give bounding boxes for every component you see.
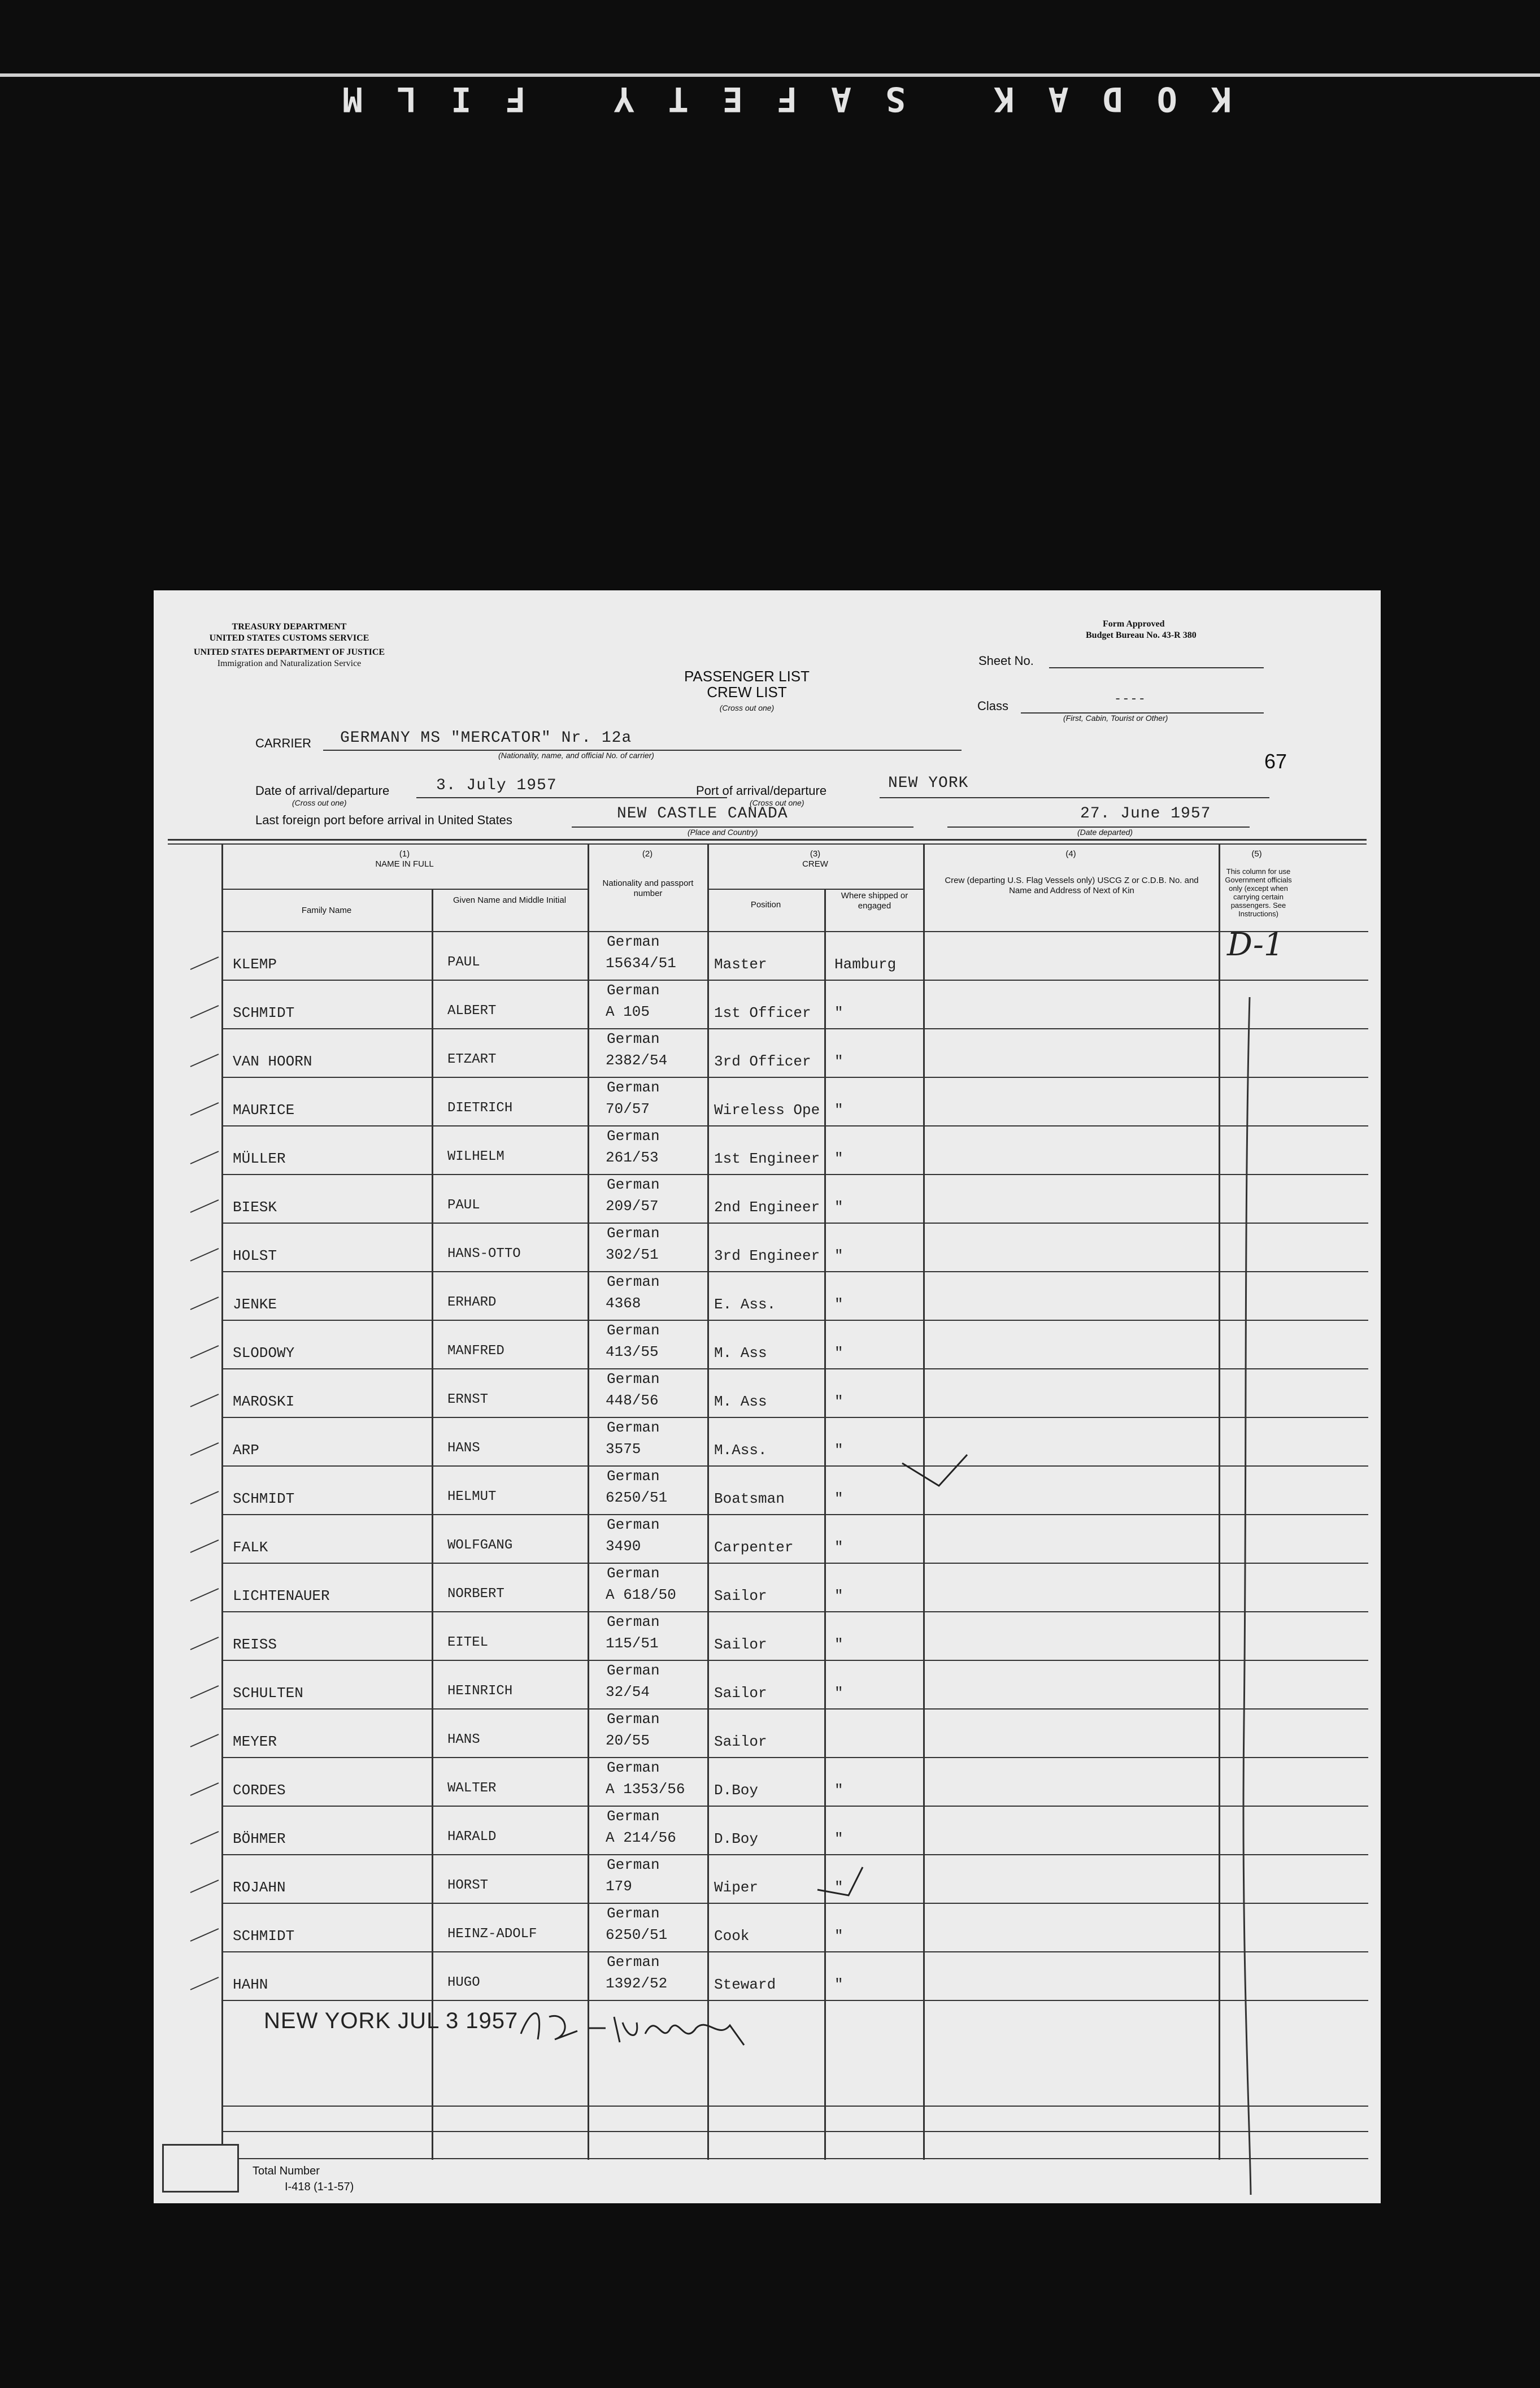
family-name-cell: MEYER	[233, 1733, 277, 1750]
total-number-box	[162, 2144, 239, 2193]
given-name-cell: EITEL	[447, 1635, 489, 1650]
nationality-cell: German	[607, 1030, 660, 1047]
col3-title: CREW	[802, 859, 828, 869]
given-name-cell: HARALD	[447, 1829, 497, 1845]
row-divider	[221, 1320, 1368, 1321]
class-value: ----	[1114, 692, 1146, 706]
shipped-cell: "	[834, 1685, 843, 1702]
nationality-cell: German	[607, 1468, 660, 1485]
check-tick	[188, 1341, 221, 1364]
official-mark: D-1	[1227, 927, 1284, 963]
position-cell: M. Ass	[714, 1393, 767, 1410]
col3-header	[707, 849, 923, 869]
shipped-cell: "	[834, 1345, 843, 1362]
nationality-cell: German	[607, 1808, 660, 1825]
family-name-cell: ROJAHN	[233, 1879, 286, 1896]
col3a-header: Position	[750, 900, 781, 910]
arrival-stamp: NEW YORK JUL 3 1957	[264, 2008, 519, 2033]
film-edge-text: KODAK SAFETY FILM	[308, 79, 1232, 119]
passport-number-cell: 1392/52	[606, 1975, 668, 1992]
nationality-cell: German	[607, 1273, 660, 1290]
row-divider	[221, 1611, 1368, 1612]
row-divider	[221, 1271, 1368, 1272]
agency-justice: UNITED STATES DEPARTMENT OF JUSTICE	[193, 647, 385, 657]
shipped-cell: "	[834, 1102, 843, 1119]
nationality-cell: German	[607, 1711, 660, 1728]
family-name-cell: ARP	[233, 1442, 259, 1459]
family-name-cell: BÖHMER	[233, 1830, 286, 1847]
given-name-cell: HELMUT	[447, 1489, 497, 1504]
check-tick	[188, 1293, 221, 1315]
given-name-cell: WALTER	[447, 1781, 497, 1796]
col4-title: Crew (departing U.S. Flag Vessels only) USCG Z or C.D.B. No. and Name and Address of Next of Kin	[945, 876, 1199, 895]
family-name-cell: JENKE	[233, 1296, 277, 1313]
passport-number-cell: 448/56	[606, 1392, 659, 1409]
col1a-header: Family Name	[301, 906, 352, 915]
nationality-cell: German	[607, 1565, 660, 1582]
table-col-line-shipped	[824, 889, 826, 2160]
col1-header	[221, 849, 588, 869]
form-approved	[1086, 619, 1289, 641]
position-cell: D.Boy	[714, 1830, 759, 1847]
family-name-cell: SCHULTEN	[233, 1685, 303, 1702]
agency-justice-header	[165, 647, 414, 669]
row-divider	[221, 1903, 1368, 1904]
position-cell: E. Ass.	[714, 1296, 776, 1313]
shipped-cell: "	[834, 1636, 843, 1653]
departed-hint: (Date departed)	[1077, 828, 1133, 837]
shipped-cell: "	[834, 1976, 843, 1993]
agency-ins: Immigration and Naturalization Service	[217, 659, 362, 668]
port-value: NEW YORK	[888, 775, 969, 792]
row-divider	[221, 1951, 1368, 1952]
col3-number: (3)	[810, 849, 821, 859]
form-number: I-418 (1-1-57)	[285, 2181, 354, 2193]
position-cell: Sailor	[714, 1733, 767, 1750]
passport-number-cell: 6250/51	[606, 1489, 668, 1506]
family-name-cell: KLEMP	[233, 956, 277, 973]
nationality-cell: German	[607, 1613, 660, 1630]
passport-number-cell: A 1353/56	[606, 1781, 685, 1798]
table-top-rule	[168, 839, 1367, 841]
agency-customs: UNITED STATES CUSTOMS SERVICE	[209, 633, 369, 643]
given-name-cell: PAUL	[447, 1198, 480, 1213]
position-cell: Sailor	[714, 1587, 767, 1604]
shipped-cell: "	[834, 1247, 843, 1264]
check-tick	[188, 1730, 221, 1752]
row-divider	[221, 1077, 1368, 1078]
position-cell: Sailor	[714, 1636, 767, 1653]
name-subhead-line	[221, 889, 588, 890]
date-label: Date of arrival/departure	[255, 784, 390, 798]
family-name-cell: SCHMIDT	[233, 1004, 295, 1021]
nationality-cell: German	[607, 1662, 660, 1679]
table-bottom-line	[221, 2158, 1368, 2159]
check-tick	[188, 1778, 221, 1801]
check-tick	[188, 1195, 221, 1218]
row-divider	[221, 1417, 1368, 1418]
position-cell: 1st Engineer	[714, 1150, 820, 1167]
nationality-cell: German	[607, 1759, 660, 1776]
family-name-cell: REISS	[233, 1636, 277, 1653]
shipped-cell: "	[834, 1199, 843, 1216]
given-name-cell: HORST	[447, 1878, 489, 1893]
row-divider	[221, 1368, 1368, 1369]
passport-number-cell: A 618/50	[606, 1586, 676, 1603]
given-name-cell: HEINZ-ADOLF	[447, 1926, 537, 1942]
col1b-header: Given Name and Middle Initial	[453, 895, 567, 905]
port-line	[880, 797, 1269, 798]
last-port-label: Last foreign port before arrival in United States	[255, 813, 512, 827]
nationality-cell: German	[607, 1516, 660, 1533]
nationality-cell: German	[607, 1371, 660, 1387]
check-tick	[188, 1001, 221, 1024]
passport-number-cell: 70/57	[606, 1101, 650, 1117]
check-tick	[188, 1973, 221, 1995]
passport-number-cell: A 214/56	[606, 1829, 676, 1846]
date-hint: (Cross out one)	[292, 798, 347, 807]
row-divider	[221, 1223, 1368, 1224]
title-cross-out: (Cross out one)	[719, 703, 775, 712]
shipped-cell: "	[834, 1490, 843, 1507]
class-hint: (First, Cabin, Tourist or Other)	[1063, 714, 1168, 723]
position-cell: D.Boy	[714, 1782, 759, 1799]
nationality-cell: German	[607, 1225, 660, 1242]
crew-subhead-line	[707, 889, 923, 890]
col2-number: (2)	[642, 849, 653, 859]
given-name-cell: PAUL	[447, 955, 480, 970]
col1-title: NAME IN FULL	[375, 859, 434, 869]
nationality-cell: German	[607, 1079, 660, 1096]
check-tick	[188, 1584, 221, 1607]
nationality-cell: German	[607, 1322, 660, 1339]
row-divider	[221, 1757, 1368, 1758]
position-cell: Master	[714, 956, 767, 973]
passport-number-cell: 209/57	[606, 1198, 659, 1215]
row-divider	[221, 980, 1368, 981]
check-tick	[188, 1876, 221, 1898]
passport-number-cell: 302/51	[606, 1246, 659, 1263]
given-name-cell: ALBERT	[447, 1003, 497, 1019]
port-label: Port of arrival/departure	[696, 784, 827, 798]
passport-number-cell: 413/55	[606, 1343, 659, 1360]
check-tick	[188, 1050, 221, 1072]
position-cell: Carpenter	[714, 1539, 794, 1556]
given-name-cell: WOLFGANG	[447, 1538, 513, 1553]
check-tick	[188, 1487, 221, 1510]
last-port-value: NEW CASTLE CANADA	[617, 805, 788, 823]
row-divider	[221, 1806, 1368, 1807]
given-name-cell: DIETRICH	[447, 1101, 513, 1116]
shipped-cell: "	[834, 1393, 843, 1410]
col5-number: (5)	[1251, 849, 1262, 859]
date-line	[416, 797, 727, 798]
passport-number-cell: 32/54	[606, 1684, 650, 1700]
position-cell: Wiper	[714, 1879, 759, 1896]
row-divider	[221, 2000, 1368, 2001]
family-name-cell: FALK	[233, 1539, 268, 1556]
carrier-label: CARRIER	[255, 736, 312, 750]
position-cell: 2nd Engineer	[714, 1199, 820, 1216]
position-cell: 1st Officer	[714, 1004, 811, 1021]
check-tick	[188, 1924, 221, 1947]
carrier-value: GERMANY MS "MERCATOR" Nr. 12a	[340, 729, 632, 747]
table-col-line-nat	[588, 843, 589, 2160]
row-divider	[221, 1465, 1368, 1467]
shipped-cell: "	[834, 1053, 843, 1070]
shipped-cell: "	[834, 1587, 843, 1604]
given-name-cell: ERHARD	[447, 1295, 497, 1310]
empty-row-line-1	[221, 2106, 1368, 2107]
col4-number: (4)	[1065, 849, 1076, 859]
given-name-cell: ERNST	[447, 1392, 489, 1407]
passport-number-cell: 261/53	[606, 1149, 659, 1166]
given-name-cell: WILHELM	[447, 1149, 504, 1164]
given-name-cell: HUGO	[447, 1975, 480, 1990]
given-name-cell: NORBERT	[447, 1586, 504, 1602]
row-divider	[221, 1028, 1368, 1029]
check-tick	[188, 1633, 221, 1655]
class-label: Class	[977, 699, 1009, 713]
nationality-cell: German	[607, 1176, 660, 1193]
family-name-cell: HAHN	[233, 1976, 268, 1993]
position-cell: Sailor	[714, 1685, 767, 1702]
carrier-hint: (Nationality, name, and official No. of carrier)	[498, 751, 654, 760]
given-name-cell: HANS-OTTO	[447, 1246, 521, 1262]
check-tick	[188, 1827, 221, 1850]
table-col-line-crew	[707, 843, 709, 2160]
position-cell: 3rd Officer	[714, 1053, 811, 1070]
agency-treasury: TREASURY DEPARTMENT	[232, 622, 347, 632]
check-tick	[188, 1244, 221, 1267]
nationality-cell: German	[607, 982, 660, 999]
check-tick	[188, 952, 221, 975]
row-divider	[221, 1125, 1368, 1126]
family-name-cell: SCHMIDT	[233, 1928, 295, 1945]
nationality-cell: German	[607, 1954, 660, 1971]
film-strip	[0, 0, 1540, 147]
shipped-cell: "	[834, 1004, 843, 1021]
passport-number-cell: 20/55	[606, 1732, 650, 1749]
shipped-cell: "	[834, 1928, 843, 1945]
row-divider	[221, 1174, 1368, 1175]
shipped-cell: "	[834, 1539, 843, 1556]
family-name-cell: MAROSKI	[233, 1393, 295, 1410]
family-name-cell: MAURICE	[233, 1102, 295, 1119]
margin-ink-line	[1227, 986, 1261, 2200]
passport-number-cell: 3575	[606, 1441, 641, 1458]
check-tick	[188, 1536, 221, 1558]
nationality-cell: German	[607, 1905, 660, 1922]
crew-list-form	[154, 590, 1381, 2203]
position-cell: Wireless Ope	[714, 1102, 820, 1119]
shipped-cell: Hamburg	[834, 956, 897, 973]
family-name-cell: MÜLLER	[233, 1150, 286, 1167]
film-edge-line	[0, 73, 1540, 77]
row-divider	[221, 1708, 1368, 1710]
nationality-cell: German	[607, 1856, 660, 1873]
table-top-rule2	[168, 843, 1367, 845]
shipped-cell: "	[834, 1150, 843, 1167]
last-port-hint: (Place and Country)	[688, 828, 758, 837]
passport-number-cell: 2382/54	[606, 1052, 668, 1069]
budget-bureau-number: Budget Bureau No. 43-R 380	[1086, 630, 1197, 640]
inspector-signature	[515, 2000, 752, 2051]
given-name-cell: ETZART	[447, 1052, 497, 1067]
position-cell: 3rd Engineer	[714, 1247, 820, 1264]
given-name-cell: HANS	[447, 1441, 480, 1456]
header-bottom-line	[221, 931, 1368, 932]
sheet-number: 67	[1264, 750, 1287, 773]
col1-number: (1)	[399, 849, 410, 859]
position-cell: Boatsman	[714, 1490, 785, 1507]
table-left-line	[221, 843, 223, 2160]
check-tick	[188, 1147, 221, 1169]
table-col-line-given	[432, 889, 433, 2160]
port-hint: (Cross out one)	[750, 798, 804, 807]
col5-title: This column for use Government officials only (except when carrying certain passengers. See Instructions)	[1225, 867, 1292, 918]
sheet-no-label: Sheet No.	[978, 654, 1034, 668]
empty-row-line-2	[221, 2131, 1368, 2132]
passport-number-cell: 3490	[606, 1538, 641, 1555]
passport-number-cell: 15634/51	[606, 955, 676, 972]
passport-number-cell: A 105	[606, 1003, 650, 1020]
passport-number-cell: 115/51	[606, 1635, 659, 1652]
col3b-header: Where shipped or engaged	[841, 891, 908, 911]
row-divider	[221, 1660, 1368, 1661]
check-tick	[188, 1438, 221, 1461]
family-name-cell: CORDES	[233, 1782, 286, 1799]
position-cell: M.Ass.	[714, 1442, 767, 1459]
passport-number-cell: 6250/51	[606, 1926, 668, 1943]
row-divider	[221, 1514, 1368, 1515]
family-name-cell: BIESK	[233, 1199, 277, 1216]
nationality-cell: German	[607, 933, 660, 950]
departed-value: 27. June 1957	[1080, 805, 1211, 823]
sheet-no-line	[1049, 667, 1264, 668]
check-tick	[188, 1098, 221, 1121]
col2-title: Nationality and passport number	[602, 878, 694, 898]
given-name-cell: MANFRED	[447, 1343, 504, 1359]
title-crew-list: CREW LIST	[707, 684, 787, 701]
shipped-cell: "	[834, 1442, 843, 1459]
title-passenger-list: PASSENGER LIST	[684, 668, 810, 685]
position-cell: Steward	[714, 1976, 776, 1993]
shipped-cell: "	[834, 1296, 843, 1313]
shipped-cell: "	[834, 1830, 843, 1847]
checkmark-2	[815, 1864, 871, 1904]
total-number-label: Total Number	[253, 2165, 320, 2177]
family-name-cell: LICHTENAUER	[233, 1587, 330, 1604]
given-name-cell: HANS	[447, 1732, 480, 1747]
family-name-cell: SLODOWY	[233, 1345, 295, 1362]
family-name-cell: VAN HOORN	[233, 1053, 312, 1070]
position-cell: M. Ass	[714, 1345, 767, 1362]
passport-number-cell: 179	[606, 1878, 632, 1895]
date-value: 3. July 1957	[436, 777, 557, 794]
nationality-cell: German	[607, 1128, 660, 1145]
form-approved-label: Form Approved	[1103, 619, 1165, 629]
checkmark-1	[899, 1452, 973, 1491]
list-title	[640, 668, 854, 716]
given-name-cell: HEINRICH	[447, 1684, 513, 1699]
family-name-cell: SCHMIDT	[233, 1490, 295, 1507]
family-name-cell: HOLST	[233, 1247, 277, 1264]
nationality-cell: German	[607, 1419, 660, 1436]
position-cell: Cook	[714, 1928, 750, 1945]
check-tick	[188, 1390, 221, 1412]
shipped-cell: "	[834, 1782, 843, 1799]
row-divider	[221, 1563, 1368, 1564]
table-col-line-kin	[923, 843, 925, 2160]
row-divider	[221, 1854, 1368, 1855]
passport-number-cell: 4368	[606, 1295, 641, 1312]
shipped-cell: "	[834, 1879, 843, 1896]
agency-header	[182, 621, 397, 644]
table-col-line-gov	[1219, 843, 1220, 2160]
check-tick	[188, 1681, 221, 1704]
